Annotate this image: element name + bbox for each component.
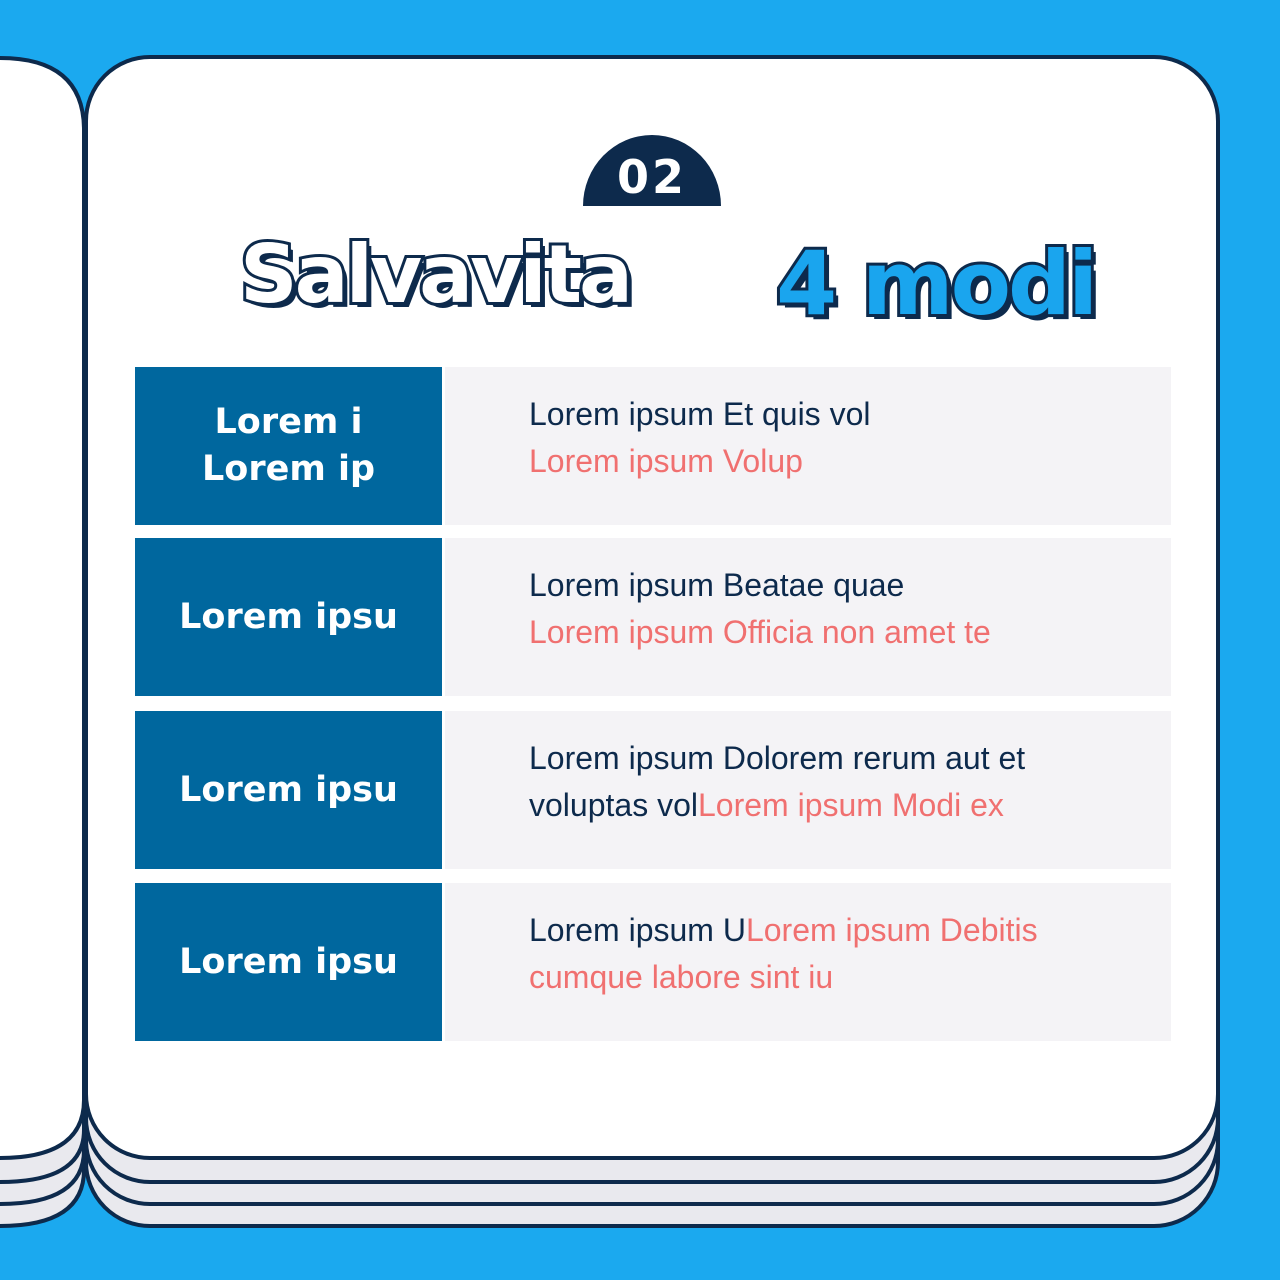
table-row <box>135 538 1171 696</box>
headline-right: 4 modi <box>776 232 1096 335</box>
row-label: Lorem ipsu <box>135 711 442 869</box>
table-row <box>135 883 1171 1041</box>
row-body <box>445 538 1171 696</box>
row-text-highlight: Lorem ipsum Modi ex <box>697 787 1004 823</box>
row-text <box>529 562 991 656</box>
row-body <box>445 883 1171 1041</box>
row-body <box>445 711 1171 869</box>
row-label: Lorem ipsu <box>135 883 442 1041</box>
row-body <box>445 367 1171 525</box>
row-label: Lorem ipsu <box>135 538 442 696</box>
row-text-highlight: Lorem ipsum Volup <box>529 443 803 479</box>
row-text-dark: Lorem ipsum U <box>529 912 746 948</box>
row-text-dark: Lorem ipsum Et quis vol <box>529 396 871 432</box>
section-number-badge: 02 <box>616 150 687 204</box>
row-text <box>529 391 870 485</box>
row-text <box>529 735 1151 829</box>
row-text-dark: Lorem ipsum Beatae quae <box>529 567 905 603</box>
headline-left: Salvavita <box>240 228 630 321</box>
table-row <box>135 711 1171 869</box>
row-text <box>529 907 1151 1001</box>
row-label: Lorem i Lorem ip <box>135 367 442 525</box>
row-text-highlight: Lorem ipsum Debitis cumque labore sint iu <box>529 912 1038 995</box>
row-text-highlight: Lorem ipsum Officia non amet te <box>529 614 991 650</box>
row-text-dark: Lorem ipsum Dolorem rerum aut et voluptas vol <box>529 740 1026 823</box>
table-row <box>135 367 1171 525</box>
